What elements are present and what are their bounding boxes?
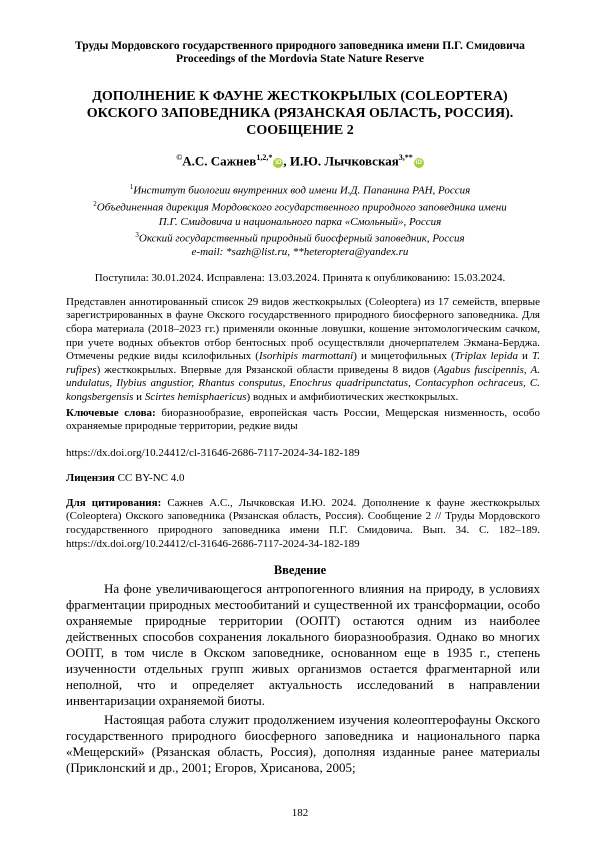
journal-name-ru: Труды Мордовского государственного природного заповедника имени П.Г. Смидовича <box>75 40 525 52</box>
license-label: Лицензия <box>66 471 115 484</box>
abstract-text: ) водных и амфибиотических жесткокрылых. <box>246 390 459 403</box>
abstract-text: и <box>133 390 145 403</box>
affiliation-text: Институт биологии внутренних вод имени И.Д. Папанина РАН, Россия <box>133 184 471 197</box>
journal-header <box>0 0 600 66</box>
species-name: Agabus fuscipennis, A. undulatus, Ilybius angustior, Rhantus consputus, Enochrus quadripunctatus, Contacyphon ochraceus, C. kongsbergensis <box>66 363 541 403</box>
page-number: 182 <box>291 807 309 819</box>
keywords <box>66 407 540 434</box>
keywords-label: Ключевые слова: <box>66 406 156 419</box>
species-name: Triplax lepida <box>454 350 518 363</box>
body-paragraph: На фоне увеличивающегося антропогенного влияния на природу, в условиях фрагментации природных местообитаний и существенной их трансформации, особо охраняемые природные территории (ООПТ) остаются одним из наиболее действенных способов сохранения локального биоразнообразия. Однако во многих ООПТ, в том числе в Окском заповеднике, основанном еще в 1935 г., степень изученности отдельных групп живых организмов остается фрагментарной или неполной, что и определяет актуальность исследований в направлении инвентаризации охраняемой биоты. <box>66 581 540 709</box>
species-name: T. rufipes <box>66 350 541 376</box>
affiliation-text: Окский государственный природный биосферный заповедник, Россия <box>138 232 465 245</box>
affiliation-text: П.Г. Смидовича и национального парка «Смольный», Россия <box>158 215 442 228</box>
affiliation-line <box>0 198 600 215</box>
author-separator: , <box>283 153 290 169</box>
title-line: СООБЩЕНИЕ 2 <box>246 123 354 138</box>
doi-link[interactable]: https://dx.doi.org/10.24412/cl-31646-2686-7117-2024-34-182-189 <box>66 446 360 459</box>
copyright-sign: © <box>176 153 183 162</box>
affiliation-number: 3 <box>135 231 139 240</box>
abstract <box>66 296 540 405</box>
species-name: Isorhipis marmottani <box>258 350 354 363</box>
license <box>66 472 540 484</box>
affiliation-line <box>0 229 600 246</box>
orcid-icon[interactable]: iD <box>275 159 282 167</box>
orcid-icon[interactable]: iD <box>415 159 423 167</box>
title-line: ОКСКОГО ЗАПОВЕДНИКА (РЯЗАНСКАЯ ОБЛАСТЬ, РОССИЯ). <box>86 106 514 121</box>
author-list <box>0 153 600 169</box>
license-text[interactable]: CC BY-NC 4.0 <box>114 471 185 484</box>
affiliation-number: 1 <box>129 183 134 192</box>
abstract-text: ) жесткокрылых. Впервые для Рязанской области приведены 8 видов ( <box>96 363 438 376</box>
email-line[interactable] <box>0 246 600 260</box>
journal-name-en: Proceedings of the Mordovia State Nature Reserve <box>175 53 425 65</box>
article-title <box>60 88 540 139</box>
abstract-text: ) и мицетофильных ( <box>353 350 455 363</box>
email-text[interactable]: e-mail: *sazh@list.ru, **heteroptera@yandex.ru <box>191 246 409 259</box>
affiliation-line <box>0 181 600 198</box>
affiliation-number: 2 <box>93 200 97 209</box>
citation-label: Для цитирования: <box>66 496 162 509</box>
citation <box>66 497 540 551</box>
author-name[interactable]: А.С. Сажнев <box>182 153 257 169</box>
submission-dates: Поступила: 30.01.2024. Исправлена: 13.03.2024. Принята к опубликованию: 15.03.2024. <box>94 271 506 284</box>
species-name: Scirtes hemisphaericus <box>144 390 247 403</box>
author-affiliation-marks: 3,** <box>398 153 413 162</box>
author-name[interactable]: И.Ю. Лычковская <box>289 153 399 169</box>
keywords-text: биоразнообразие, европейская часть России, Мещерская низменность, особо охраняемые природные территории, редкие виды <box>66 406 540 433</box>
affiliation-line <box>0 216 600 230</box>
section-title: Введение <box>273 563 327 578</box>
affiliation-text: Объединенная дирекция Мордовского государственного природного заповедника имени <box>96 202 507 215</box>
title-line: ДОПОЛНЕНИЕ К ФАУНЕ ЖЕСТКОКРЫЛЫХ (COLEOPTERA) <box>92 89 508 104</box>
affiliations <box>0 181 600 259</box>
abstract-text: Представлен аннотированный список 29 видов жесткокрылых (Coleoptera) из 17 семейств, впервые зарегистрированных в фауне Окского государственного природного биосферного заповедника. Для сбора материала (2018–2023 гг.) применяли оконные ловушки, кошение энтомологическим сачком, при учете водных объектов отбор бентосных проб осуществляли дночерпателем Экмана-Берджа. Отмечены редкие виды ксилофильных ( <box>66 295 540 363</box>
author-affiliation-marks: 1,2,* <box>256 153 273 162</box>
body-paragraph: Настоящая работа служит продолжением изучения колеоптерофауны Окского государственного природного биосферного заповедника и национального парка «Мещерский» (Рязанская область, Россия), дополняя изданные ранее материалы (Приклонский и др., 2001; Егоров, Хрисанова, 2005; <box>66 712 540 776</box>
abstract-text: и <box>517 350 532 363</box>
citation-text: Сажнев А.С., Лычковская И.Ю. 2024. Дополнение к фауне жесткокрылых (Coleoptera) Окского заповедника (Рязанская область, Россия). Сообщение 2 // Труды Мордовского государственного природного заповедника имени П.Г. Смидовича. Вып. 34. С. 182–189. https://dx.doi.org/10.24412/cl-31646-2686-7117-2024-34-182-189 <box>66 496 540 550</box>
